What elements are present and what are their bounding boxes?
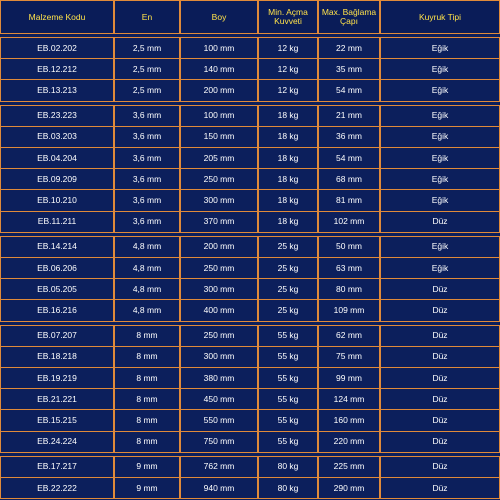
cell-max-binding-diameter: 124 mm: [318, 388, 380, 410]
cell-width: 3,6 mm: [114, 211, 180, 233]
table-row: [0, 346, 500, 368]
table-row: [0, 189, 500, 211]
cell-tail-type: Eğik: [380, 37, 500, 59]
cell-max-binding-diameter: 160 mm: [318, 409, 380, 431]
table-row: [0, 367, 500, 389]
cell-tail-type: Düz: [380, 367, 500, 389]
cell-tail-type: Eğik: [380, 147, 500, 169]
cell-max-binding-diameter: 220 mm: [318, 431, 380, 453]
cell-material-code: EB.11.211: [0, 211, 114, 233]
cell-min-opening-force: 55 kg: [258, 367, 318, 389]
cell-tail-type: Eğik: [380, 79, 500, 101]
cell-max-binding-diameter: 54 mm: [318, 79, 380, 101]
cell-max-binding-diameter: 80 mm: [318, 278, 380, 300]
table-row: [0, 299, 500, 321]
cell-material-code: EB.10.210: [0, 189, 114, 211]
table-row: [0, 105, 500, 127]
cell-tail-type: Düz: [380, 409, 500, 431]
table-row: [0, 278, 500, 300]
cell-material-code: EB.22.222: [0, 477, 114, 499]
cell-width: 2,5 mm: [114, 58, 180, 80]
table-row: [0, 37, 500, 59]
cell-max-binding-diameter: 109 mm: [318, 299, 380, 321]
table-row: [0, 477, 500, 499]
cell-max-binding-diameter: 50 mm: [318, 236, 380, 258]
cell-material-code: EB.05.205: [0, 278, 114, 300]
cell-length: 400 mm: [180, 299, 258, 321]
cell-material-code: EB.15.215: [0, 409, 114, 431]
cell-tail-type: Eğik: [380, 236, 500, 258]
cell-material-code: EB.09.209: [0, 168, 114, 190]
cell-max-binding-diameter: 290 mm: [318, 477, 380, 499]
cell-length: 205 mm: [180, 147, 258, 169]
cell-max-binding-diameter: 21 mm: [318, 105, 380, 127]
cell-width: 2,5 mm: [114, 79, 180, 101]
cell-min-opening-force: 80 kg: [258, 477, 318, 499]
cell-material-code: EB.19.219: [0, 367, 114, 389]
cell-length: 750 mm: [180, 431, 258, 453]
cell-tail-type: Eğik: [380, 126, 500, 148]
cell-tail-type: Düz: [380, 325, 500, 347]
cell-material-code: EB.24.224: [0, 431, 114, 453]
cell-material-code: EB.12.212: [0, 58, 114, 80]
cell-tail-type: Düz: [380, 346, 500, 368]
table-row: [0, 126, 500, 148]
table-row: [0, 456, 500, 478]
cell-length: 762 mm: [180, 456, 258, 478]
cell-width: 4,8 mm: [114, 299, 180, 321]
cell-length: 940 mm: [180, 477, 258, 499]
table-row: [0, 79, 500, 101]
cell-material-code: EB.18.218: [0, 346, 114, 368]
header-length: Boy: [180, 0, 258, 34]
cell-tail-type: Düz: [380, 278, 500, 300]
cell-min-opening-force: 25 kg: [258, 236, 318, 258]
cell-length: 450 mm: [180, 388, 258, 410]
cell-length: 300 mm: [180, 346, 258, 368]
cell-tail-type: Eğik: [380, 168, 500, 190]
header-max-binding-diameter: Max. Bağlama Çapı: [318, 0, 380, 34]
cell-min-opening-force: 55 kg: [258, 325, 318, 347]
cell-tail-type: Düz: [380, 299, 500, 321]
cell-length: 200 mm: [180, 236, 258, 258]
cell-min-opening-force: 12 kg: [258, 79, 318, 101]
cell-min-opening-force: 12 kg: [258, 58, 318, 80]
cell-max-binding-diameter: 225 mm: [318, 456, 380, 478]
cell-length: 100 mm: [180, 105, 258, 127]
cell-tail-type: Düz: [380, 456, 500, 478]
table-row: [0, 388, 500, 410]
cell-width: 3,6 mm: [114, 105, 180, 127]
cell-width: 3,6 mm: [114, 126, 180, 148]
cell-max-binding-diameter: 54 mm: [318, 147, 380, 169]
cell-width: 8 mm: [114, 431, 180, 453]
cell-max-binding-diameter: 63 mm: [318, 257, 380, 279]
cell-max-binding-diameter: 35 mm: [318, 58, 380, 80]
cell-material-code: EB.23.223: [0, 105, 114, 127]
cell-material-code: EB.21.221: [0, 388, 114, 410]
header-material-code: Malzeme Kodu: [0, 0, 114, 34]
cell-material-code: EB.04.204: [0, 147, 114, 169]
cell-min-opening-force: 18 kg: [258, 189, 318, 211]
table-header-row: [0, 0, 500, 34]
cell-tail-type: Düz: [380, 388, 500, 410]
cell-length: 200 mm: [180, 79, 258, 101]
cell-max-binding-diameter: 75 mm: [318, 346, 380, 368]
cell-min-opening-force: 18 kg: [258, 168, 318, 190]
table-row: [0, 168, 500, 190]
header-width: En: [114, 0, 180, 34]
cell-min-opening-force: 12 kg: [258, 37, 318, 59]
table-row: [0, 147, 500, 169]
cell-width: 9 mm: [114, 477, 180, 499]
cell-length: 300 mm: [180, 278, 258, 300]
table-row: [0, 58, 500, 80]
cell-length: 150 mm: [180, 126, 258, 148]
cell-width: 9 mm: [114, 456, 180, 478]
cell-tail-type: Eğik: [380, 189, 500, 211]
cell-length: 250 mm: [180, 257, 258, 279]
cell-length: 300 mm: [180, 189, 258, 211]
cell-max-binding-diameter: 99 mm: [318, 367, 380, 389]
cell-tail-type: Eğik: [380, 105, 500, 127]
cell-width: 4,8 mm: [114, 257, 180, 279]
cell-width: 8 mm: [114, 346, 180, 368]
cell-length: 550 mm: [180, 409, 258, 431]
cell-width: 3,6 mm: [114, 168, 180, 190]
table-row: [0, 431, 500, 453]
cell-width: 8 mm: [114, 388, 180, 410]
cell-max-binding-diameter: 36 mm: [318, 126, 380, 148]
cell-length: 140 mm: [180, 58, 258, 80]
cell-tail-type: Düz: [380, 211, 500, 233]
cell-material-code: EB.16.216: [0, 299, 114, 321]
cell-length: 250 mm: [180, 325, 258, 347]
cell-length: 100 mm: [180, 37, 258, 59]
cell-length: 370 mm: [180, 211, 258, 233]
cell-min-opening-force: 55 kg: [258, 431, 318, 453]
cell-width: 3,6 mm: [114, 147, 180, 169]
cell-tail-type: Düz: [380, 431, 500, 453]
cell-min-opening-force: 18 kg: [258, 211, 318, 233]
table-row: [0, 236, 500, 258]
header-min-opening-force: Min. Açma Kuvveti: [258, 0, 318, 34]
cell-max-binding-diameter: 62 mm: [318, 325, 380, 347]
cell-min-opening-force: 25 kg: [258, 257, 318, 279]
cell-min-opening-force: 55 kg: [258, 409, 318, 431]
cell-material-code: EB.07.207: [0, 325, 114, 347]
cell-material-code: EB.14.214: [0, 236, 114, 258]
cell-width: 3,6 mm: [114, 189, 180, 211]
cell-width: 2,5 mm: [114, 37, 180, 59]
cell-min-opening-force: 55 kg: [258, 388, 318, 410]
cell-length: 250 mm: [180, 168, 258, 190]
cell-length: 380 mm: [180, 367, 258, 389]
table-row: [0, 257, 500, 279]
header-tail-type: Kuyruk Tipi: [380, 0, 500, 34]
cell-material-code: EB.03.203: [0, 126, 114, 148]
cell-material-code: EB.02.202: [0, 37, 114, 59]
cell-width: 8 mm: [114, 409, 180, 431]
cell-material-code: EB.17.217: [0, 456, 114, 478]
cell-tail-type: Eğik: [380, 58, 500, 80]
cell-material-code: EB.13.213: [0, 79, 114, 101]
cell-min-opening-force: 18 kg: [258, 147, 318, 169]
cell-max-binding-diameter: 81 mm: [318, 189, 380, 211]
cell-width: 8 mm: [114, 325, 180, 347]
table-row: [0, 211, 500, 233]
cell-min-opening-force: 18 kg: [258, 126, 318, 148]
cell-min-opening-force: 25 kg: [258, 299, 318, 321]
cell-min-opening-force: 55 kg: [258, 346, 318, 368]
cell-min-opening-force: 18 kg: [258, 105, 318, 127]
cell-width: 4,8 mm: [114, 278, 180, 300]
table-row: [0, 409, 500, 431]
cell-min-opening-force: 25 kg: [258, 278, 318, 300]
cell-material-code: EB.06.206: [0, 257, 114, 279]
cell-width: 4,8 mm: [114, 236, 180, 258]
table-row: [0, 325, 500, 347]
cell-min-opening-force: 80 kg: [258, 456, 318, 478]
cell-max-binding-diameter: 22 mm: [318, 37, 380, 59]
cell-max-binding-diameter: 68 mm: [318, 168, 380, 190]
cell-tail-type: Düz: [380, 477, 500, 499]
cell-max-binding-diameter: 102 mm: [318, 211, 380, 233]
cell-width: 8 mm: [114, 367, 180, 389]
cell-tail-type: Eğik: [380, 257, 500, 279]
